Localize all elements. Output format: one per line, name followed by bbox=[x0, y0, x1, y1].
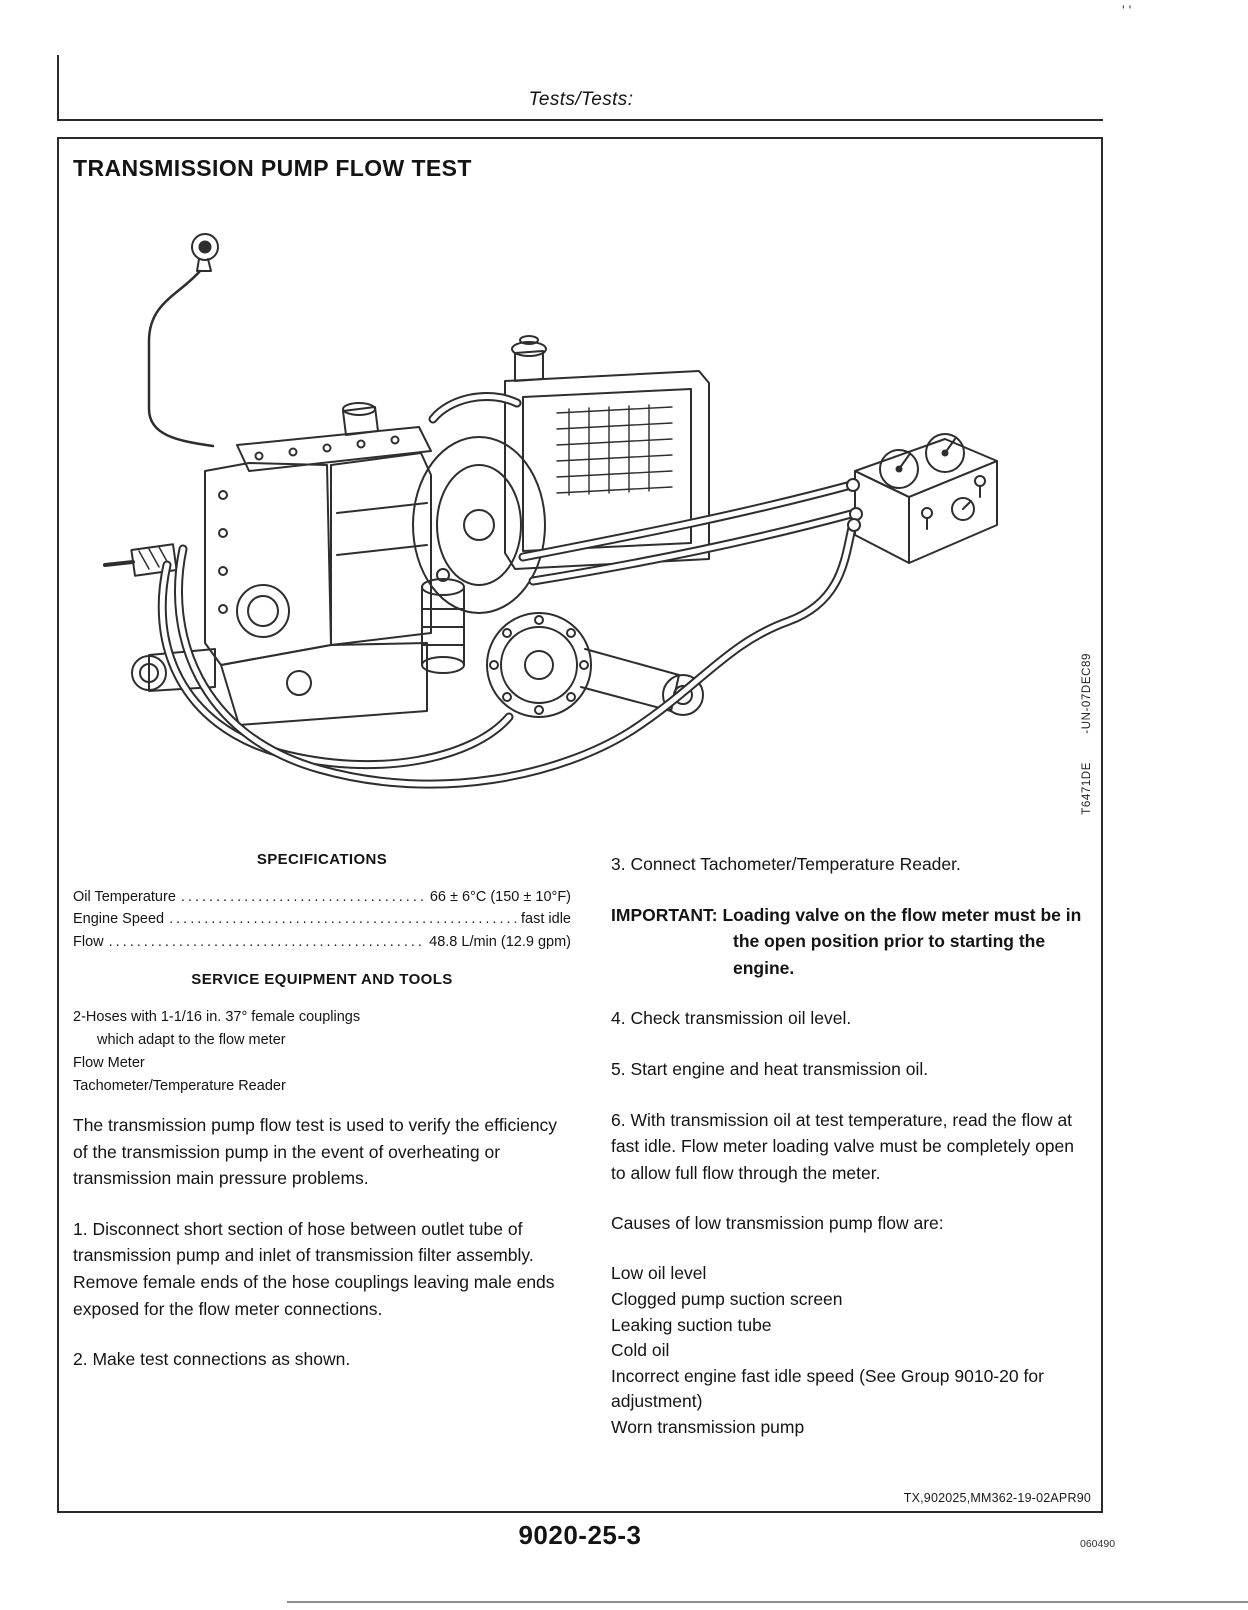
causes-intro: Causes of low transmission pump flow are: bbox=[611, 1213, 944, 1234]
spec-row-engine-speed bbox=[73, 908, 571, 930]
spec-row-oil-temperature bbox=[73, 886, 571, 908]
spec-row-flow bbox=[73, 931, 571, 953]
step-3: 3. Connect Tachometer/Temperature Reader. bbox=[611, 854, 961, 874]
figure-transmission-pump-flow-test bbox=[59, 201, 1101, 849]
cooler-drawing bbox=[505, 336, 709, 569]
page-number: 9020-25-3 bbox=[518, 1520, 642, 1550]
step-2: 2. Make test connections as shown. bbox=[73, 1349, 351, 1370]
spec-label: Flow bbox=[73, 933, 104, 950]
equipment-item: Tachometer/Temperature Reader bbox=[73, 1078, 286, 1095]
scan-edge-line bbox=[287, 1601, 1248, 1603]
header-title: Tests/Tests: bbox=[528, 89, 634, 110]
equipment-heading: SERVICE EQUIPMENT AND TOOLS bbox=[191, 971, 453, 989]
page-header bbox=[57, 55, 1103, 121]
specifications-heading: SPECIFICATIONS bbox=[256, 851, 388, 868]
equipment-item: 2-Hoses with 1-1/16 in. 37° female couplings bbox=[73, 1009, 361, 1026]
spec-label: Oil Temperature bbox=[73, 889, 176, 905]
step-5: 5. Start engine and heat transmission oil. bbox=[611, 1058, 929, 1079]
equipment-item: Flow Meter bbox=[73, 1055, 145, 1072]
filter-drawing bbox=[422, 569, 464, 673]
important-note bbox=[611, 902, 1087, 982]
hoses-drawing bbox=[162, 396, 862, 784]
cause-item: Cold oil bbox=[611, 1340, 670, 1361]
section-title: TRANSMISSION PUMP FLOW TEST bbox=[73, 155, 472, 181]
figure-code-id: T6471DE bbox=[1081, 761, 1093, 815]
content-box bbox=[57, 137, 1103, 1513]
print-code: 060490 bbox=[1080, 1538, 1116, 1550]
cause-item: Leaking suction tube bbox=[611, 1314, 772, 1335]
dot-leader bbox=[109, 931, 425, 953]
intro-paragraph: The transmission pump flow test is used to verify the efficiency of the transmission pump in the event of overheating or transmission main pressure problems. bbox=[73, 1115, 558, 1189]
cause-item: Incorrect engine fast idle speed (See Group 9010-20 for adjustment) bbox=[611, 1366, 1044, 1412]
dot-leader bbox=[169, 908, 516, 930]
right-column bbox=[611, 851, 1087, 1441]
important-text: Loading valve on the flow meter must be in the open position prior to starting the engine. bbox=[722, 904, 1082, 978]
left-column bbox=[73, 851, 571, 1441]
equipment-list bbox=[73, 1006, 571, 1098]
spec-label: Engine Speed bbox=[73, 911, 165, 928]
figure-codes bbox=[1081, 653, 1093, 815]
cause-item: Worn transmission pump bbox=[611, 1417, 805, 1437]
causes-list bbox=[611, 1261, 1087, 1440]
specifications-table bbox=[73, 886, 571, 953]
spec-value: 48.8 L/min (12.9 gpm) bbox=[429, 933, 571, 950]
cause-item: Low oil level bbox=[611, 1262, 707, 1283]
spec-value: fast idle bbox=[521, 911, 571, 928]
probe-drawing bbox=[149, 234, 218, 446]
spec-value: 66 ± 6°C (150 ± 10°F) bbox=[429, 889, 571, 905]
dot-leader bbox=[181, 886, 425, 908]
text-columns bbox=[73, 851, 1087, 1441]
important-label: IMPORTANT: bbox=[611, 904, 718, 925]
step-4: 4. Check transmission oil level. bbox=[611, 1008, 852, 1029]
figure-code-un: -UN-07DEC89 bbox=[1081, 653, 1093, 734]
step-1: 1. Disconnect short section of hose between outlet tube of transmission pump and inlet of transmission filter assembly. Remove female ends of the hose couplings leaving male ends exposed for the flow meter connections. bbox=[73, 1218, 555, 1319]
equipment-item-continuation: which adapt to the flow meter bbox=[97, 1032, 286, 1049]
step-6: 6. With transmission oil at test temperature, read the flow at fast idle. Flow meter loading valve must be completely open to allow full flow through the meter. bbox=[611, 1109, 1075, 1183]
reference-code: TX,902025,MM362-19-02APR90 bbox=[903, 1491, 1091, 1505]
flow-meter-drawing bbox=[855, 434, 997, 563]
figure-illustration bbox=[87, 213, 1037, 833]
scan-artifact: '' bbox=[1122, 2, 1136, 18]
cause-item: Clogged pump suction screen bbox=[611, 1288, 843, 1309]
